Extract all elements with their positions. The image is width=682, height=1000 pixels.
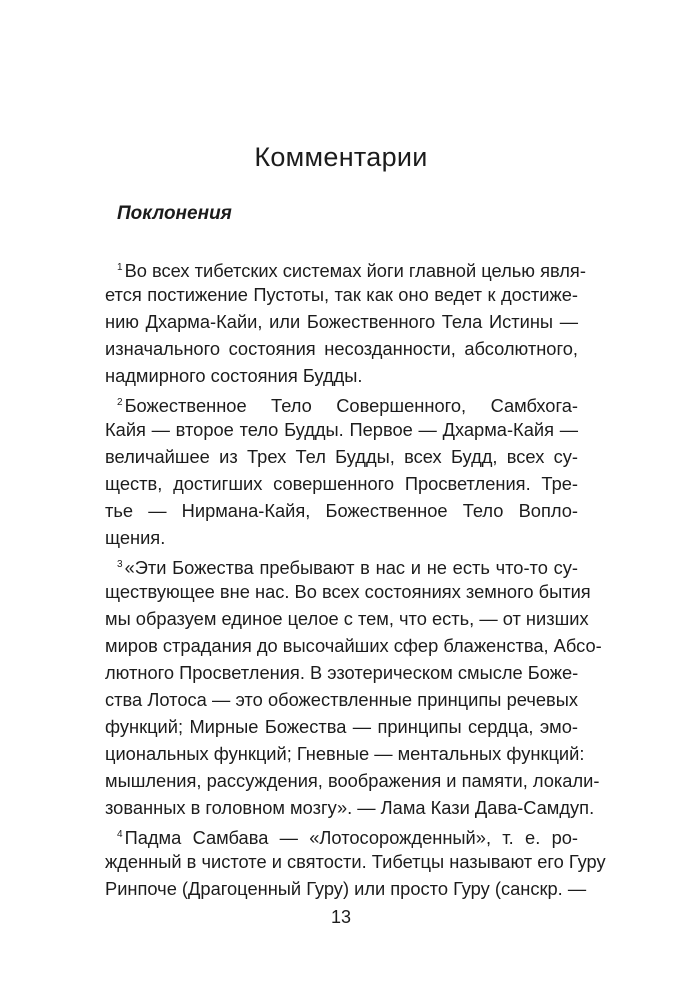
section-heading: Поклонения	[117, 203, 232, 224]
text-line	[105, 794, 595, 821]
footnote-paragraph	[105, 254, 586, 389]
line-text: Божественное Тело Совершенного, Самбхога-	[124, 395, 578, 416]
footnote-number: 2	[117, 397, 123, 408]
line-text: ществ, достигших совершенного Просветления. Тре-	[105, 473, 578, 494]
text-line	[105, 416, 578, 443]
text-line	[105, 443, 578, 470]
text-line	[105, 254, 586, 281]
footnote-number: 4	[117, 829, 123, 840]
text-line	[105, 686, 578, 713]
page-number: 13	[330, 907, 352, 927]
line-text: мышления, рассуждения, воображения и памяти, локали-	[105, 770, 600, 791]
line-text: ществующее вне нас. Во всех состояниях земного бытия	[105, 581, 591, 602]
text-line	[105, 335, 578, 362]
text-line	[105, 308, 578, 335]
line-text: надмирного состояния Будды.	[105, 365, 363, 386]
text-line	[105, 713, 578, 740]
line-text: функций; Мирные Божества — принципы сердца, эмо-	[105, 716, 578, 737]
line-text: лютного Просветления. В эзотерическом смысле Боже-	[105, 662, 579, 683]
line-text: жденный в чистоте и святости. Тибетцы называют его Гуру	[105, 851, 606, 872]
line-text: зованных в головном мозгу». — Лама Кази Дава-Самдуп.	[105, 797, 595, 818]
line-text: нию Дхарма-Кайи, или Божественного Тела Истины —	[105, 311, 578, 332]
text-line	[105, 740, 585, 767]
line-text: «Эти Божества пребывают в нас и не есть что-то су-	[124, 557, 578, 578]
line-text: Кайя — второе тело Будды. Первое — Дхарма-Кайя —	[105, 419, 578, 440]
text-line	[105, 470, 578, 497]
text-line	[105, 551, 578, 578]
line-text: тье — Нирмана-Кайя, Божественное Тело Вопло-	[105, 500, 578, 521]
footnote-paragraph	[105, 389, 578, 551]
line-text: мы образуем единое целое с тем, что есть, — от низших	[105, 608, 589, 629]
page-title: Комментарии	[254, 142, 428, 172]
text-line	[105, 605, 589, 632]
text-line	[105, 875, 587, 902]
line-text: величайшее из Трех Тел Будды, всех Будд, всех су-	[105, 446, 578, 467]
text-line	[105, 767, 600, 794]
text-line	[105, 362, 578, 389]
text-line	[105, 524, 578, 551]
text-line	[105, 632, 602, 659]
line-text: миров страдания до высочайших сфер блаженства, Абсо-	[105, 635, 602, 656]
line-text: ства Лотоса — это обожествленные принципы речевых	[105, 689, 578, 710]
line-text: ется постижение Пустоты, так как оно ведет к достиже-	[105, 284, 578, 305]
line-text: изначального состояния несозданности, абсолютного,	[105, 338, 578, 359]
text-line	[105, 848, 606, 875]
footnote-number: 3	[117, 559, 123, 570]
text-line	[105, 578, 591, 605]
text-line	[105, 497, 578, 524]
footnote-number: 1	[117, 262, 123, 273]
line-text: Во всех тибетских системах йоги главной целью явля-	[124, 260, 586, 281]
line-text: Ринпоче (Драгоценный Гуру) или просто Гуру (санскр. —	[105, 878, 587, 899]
text-line	[105, 821, 578, 848]
text-line	[105, 389, 578, 416]
text-line	[105, 281, 578, 308]
line-text: щения.	[105, 527, 166, 548]
footnote-paragraph	[105, 551, 602, 821]
footnote-paragraph	[105, 821, 606, 902]
line-text: Падма Самбава — «Лотосорожденный», т. е. ро-	[124, 827, 578, 848]
text-line	[105, 659, 578, 686]
commentary-body	[105, 254, 606, 902]
line-text: циональных функций; Гневные — ментальных функций:	[105, 743, 585, 764]
